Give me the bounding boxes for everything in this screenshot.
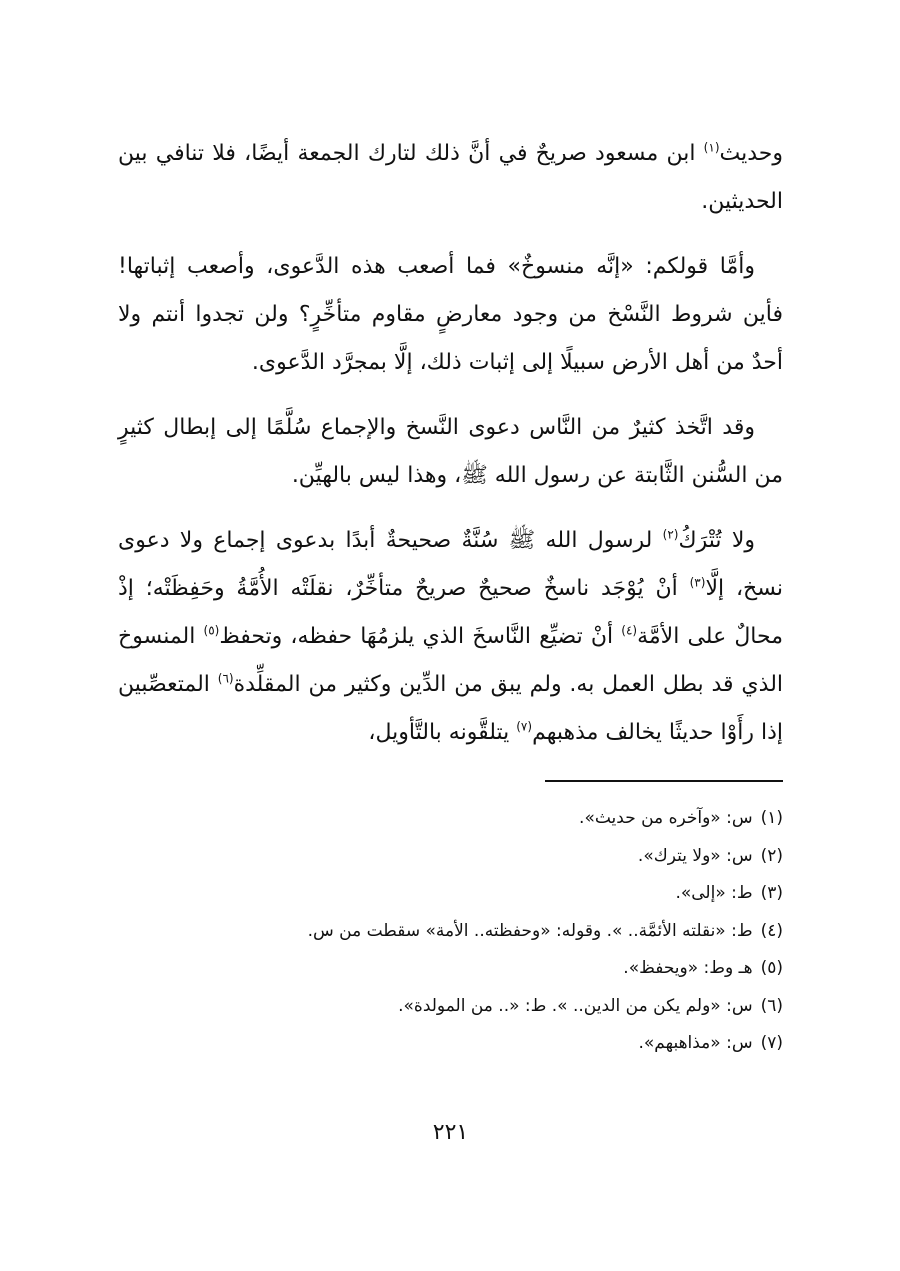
footnote-text: س: «ولا يترك». (637, 845, 753, 866)
footnote-item (118, 838, 783, 876)
footnote-number: (١) (760, 808, 783, 828)
footnote-item (118, 913, 783, 951)
footnote-number: (٦) (760, 995, 783, 1016)
footnote-reference: (٥) (203, 623, 220, 638)
footnote-item (118, 875, 783, 913)
paragraph-text: ابن مسعود صريحٌ في أنَّ ذلك لتارك الجمعة أيضًا، فلا تنافي بين الحديثين. (118, 141, 783, 214)
footnote-number: (٢) (760, 845, 783, 866)
footnote-number: (٣) (760, 883, 783, 903)
footnote-text: س: «ولم يكن من الدين.. ». ط: «.. من المولدة». (398, 995, 753, 1016)
footnotes-list (118, 800, 783, 1063)
footnote-item (118, 800, 783, 838)
footnote-item (118, 950, 783, 988)
paragraph-text: أنْ تضيِّع النَّاسخَ الذي يلزمُهَا حفظه، وتحفظ (219, 624, 622, 649)
page-number: ٢٢١ (432, 1120, 469, 1145)
body-text (118, 130, 783, 757)
footnote-text: س: «مذاهبهم». (638, 1033, 753, 1053)
footnote-item (118, 1025, 783, 1063)
footnote-text: ط: «نقلته الأئمَّة.. ». وقوله: «وحفظته.. الأمة» سقطت من س. (307, 920, 753, 941)
body-paragraph (118, 517, 783, 757)
body-paragraph (118, 404, 783, 500)
footnote-text: س: «وآخره من حديث». (579, 808, 753, 828)
footnote-reference: (٢) (662, 527, 679, 542)
paragraph-text: يتلقَّونه بالتَّأويل، (368, 720, 517, 745)
footnote-number: (٤) (760, 920, 783, 941)
paragraph-text: المنسوخ الذي قد بطل العمل به. ولم يبق من الدِّين وكثير من المقلِّدة (118, 624, 784, 697)
paragraph-text: أنْ يُوْجَد ناسخٌ صحيحٌ صريحٌ متأخِّرٌ، نقلَتْه الأُمَّةُ وحَفِظَتْه؛ إذْ محالٌ على الأمَّة (118, 576, 783, 649)
footnote-number: (٥) (760, 958, 783, 978)
footnote-text: ط: «إلى». (675, 883, 753, 903)
paragraph-text: المتعصِّبين إذا رأَوْا حديثًا يخالف مذهبهم (118, 672, 783, 745)
footnote-number: (٧) (760, 1033, 783, 1053)
footnote-reference: (٣) (689, 575, 706, 590)
footnote-divider (545, 780, 783, 782)
body-paragraph (118, 130, 783, 226)
footnote-reference: (٧) (516, 719, 533, 734)
paragraph-text: وحديث (719, 141, 783, 166)
footnote-reference: (٤) (621, 623, 638, 638)
footnote-reference: (١) (703, 140, 720, 155)
paragraph-text: وأمَّا قولكم: «إنَّه منسوخٌ» فما أصعب هذه الدَّعوى، وأصعب إثباتها! فأين شروط النَّسْخ من وجود معارضٍ مقاوم متأخِّرٍ؟ ولن تجدوا أنتم ولا أحدٌ من أهل الأرض سبيلًا إلى إثبات ذلك، إلَّا بمجرَّد الدَّعوى. (118, 254, 783, 375)
paragraph-text: ولا تُتْرَكُ (678, 528, 755, 553)
page (118, 130, 783, 1230)
footnote-reference: (٦) (217, 671, 234, 686)
footnote-text: هـ وط: «ويحفظ». (623, 958, 753, 978)
paragraph-text: لرسول الله ﷺ سُنَّةٌ صحيحةٌ أبدًا بدعوى إجماع ولا دعوى نسخ، إلَّا (118, 528, 783, 601)
body-paragraph (118, 243, 783, 387)
footnote-item (118, 988, 783, 1026)
paragraph-text: وقد اتَّخذ كثيرٌ من النَّاس دعوى النَّسخ والإجماع سُلَّمًا إلى إبطال كثيرٍ من السُّنن الثَّابتة عن رسول الله ﷺ، وهذا ليس بالهيِّن. (118, 415, 783, 488)
